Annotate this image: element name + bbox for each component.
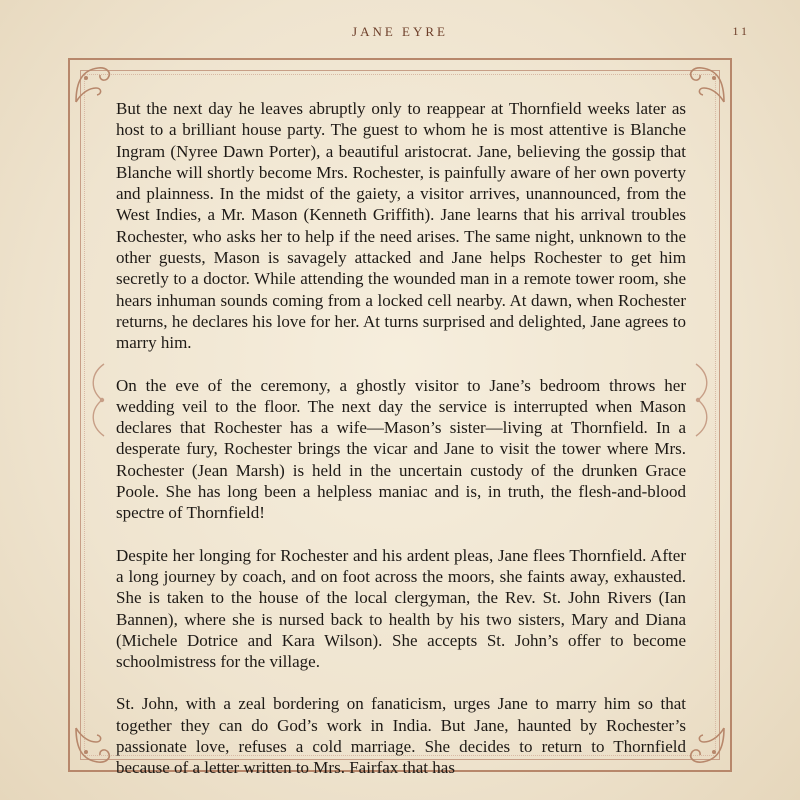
corner-flourish-icon <box>684 724 728 768</box>
paragraph: But the next day he leaves abruptly only to reappear at Thornfield weeks later as host to a brilliant house party. The guest to whom he is most attentive is Blanche Ingram (Nyree Dawn Porter), a beautiful aristocrat. Jane, believing the gossip that Blanche will shortly become Mrs. Rochester, is painfully aware of her own poverty and plainness. In the midst of the gaiety, a visitor arrives, unannounced, from the West Indies, a Mr. Mason (Kenneth Griffith). Jane learns that his arrival troubles Rochester, who asks her to help if the need arises. The same night, unknown to the other guests, Mason is savagely attacked and Jane helps Rochester to get him secretly to a doctor. While attending the wounded man in a remote tower room, she hears inhuman sounds coming from a locked cell nearby. At dawn, when Rochester returns, he declares his love for her. At turns surprised and delighted, Jane agrees to marry him. <box>116 99 686 353</box>
corner-flourish-icon <box>684 62 728 106</box>
page-number: 11 <box>732 24 750 38</box>
corner-flourish-icon <box>72 724 116 768</box>
corner-flourish-icon <box>72 62 116 106</box>
paragraph: On the eve of the ceremony, a ghostly visitor to Jane’s bedroom throws her wedding veil to the floor. The next day the service is interrupted when Mason declares that Rochester has a wife—Mason’s sister—living at Thornfield. In a desperate fury, Rochester brings the vicar and Jane to visit the tower where Mrs. Rochester (Jean Marsh) is held in the uncertain custody of the drunken Grace Poole. She has long been a helpless maniac and is, in truth, the flesh-and-blood spectre of Thornfield! <box>116 375 686 523</box>
side-flourish-icon <box>82 360 112 440</box>
running-head: JANE EYRE <box>352 24 448 39</box>
body-text <box>116 98 686 800</box>
paragraph: Despite her longing for Rochester and his ardent pleas, Jane flees Thornfield. After a long journey by coach, and on foot across the moors, she faints away, exhausted. She is taken to the house of the local clergyman, the Rev. St. John Rivers (Ian Bannen), where she is nursed back to health by his two sisters, Mary and Diana (Michele Dotrice and Kara Wilson). She accepts St. John’s offer to become schoolmistress for the village. <box>116 545 686 672</box>
paragraph: St. John, with a zeal bordering on fanaticism, urges Jane to marry him so that together they can do God’s work in India. But Jane, haunted by Rochester’s passionate love, refuses a cold marriage. She decides to return to Thornfield because of a letter written to Mrs. Fairfax that has <box>116 694 686 778</box>
side-flourish-icon <box>688 360 718 440</box>
